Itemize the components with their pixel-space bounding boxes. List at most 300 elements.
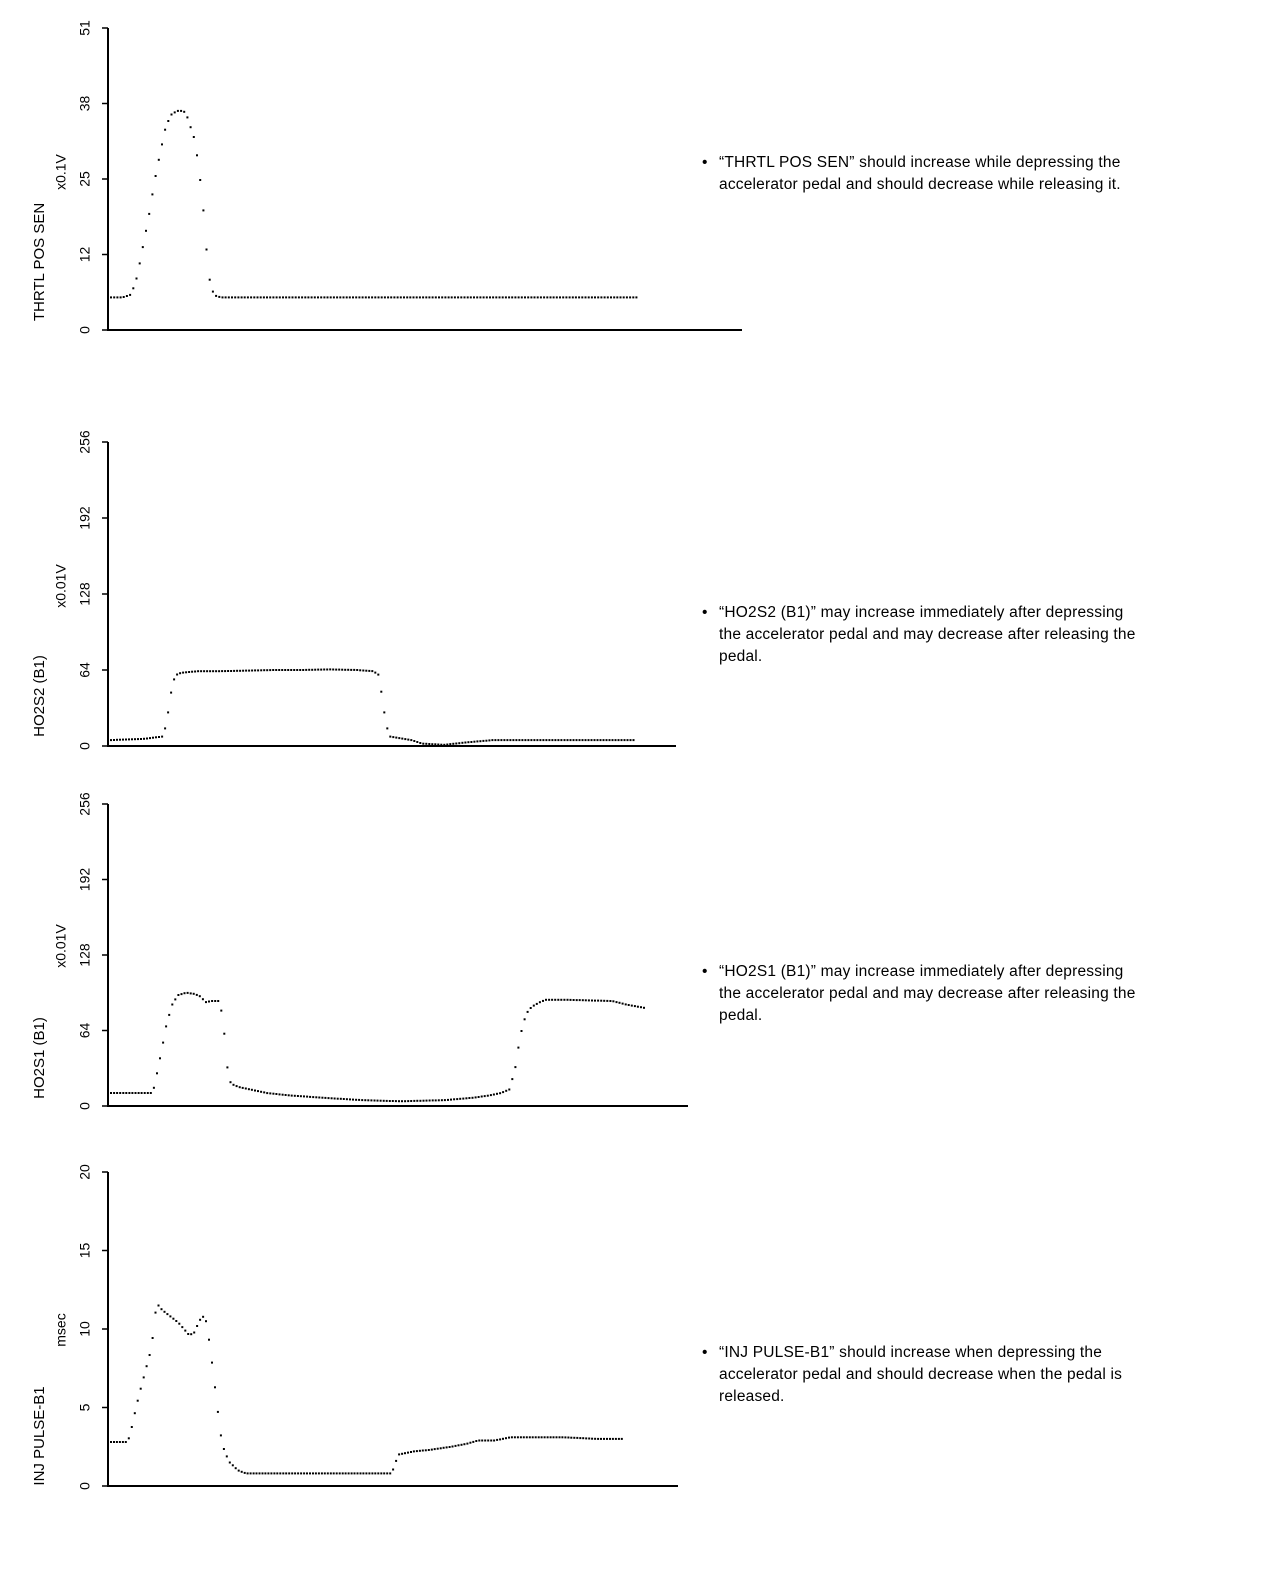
data-point [257,296,259,298]
data-point [171,114,173,116]
data-point [520,1436,522,1438]
y-tick-label: 38 [76,95,93,112]
data-point [585,1437,587,1439]
data-point [539,1001,541,1003]
data-point [165,1025,167,1027]
data-point [285,1094,287,1096]
data-point [167,711,169,713]
data-point [526,1436,528,1438]
data-point [604,296,606,298]
data-point [291,1095,293,1097]
data-point [191,671,193,673]
data-point [523,1436,525,1438]
data-point [276,296,278,298]
data-point [585,296,587,298]
data-point [288,296,290,298]
data-point [582,1437,584,1439]
data-point [217,1411,219,1413]
data-point [272,669,274,671]
data-point [233,1084,235,1086]
data-point [434,743,436,745]
data-point [116,1441,118,1443]
data-point [573,739,575,741]
data-point [294,1472,296,1474]
data-point [419,1100,421,1102]
data-point [180,110,182,112]
data-point [403,296,405,298]
data-point [266,296,268,298]
data-point [233,670,235,672]
data-point [254,1090,256,1092]
data-point [487,1095,489,1097]
data-point [140,738,142,740]
data-point [149,737,151,739]
data-point [116,1092,118,1094]
data-point [468,1097,470,1099]
data-point [122,1441,124,1443]
data-point [231,296,233,298]
data-point [508,296,510,298]
data-point [499,1438,501,1440]
data-point [491,739,493,741]
data-point [573,1437,575,1439]
data-point [444,296,446,298]
data-point [545,999,547,1001]
y-tick-label: 256 [76,792,93,816]
data-point [530,296,532,298]
data-point [364,1099,366,1101]
y-tick-label: 51 [76,20,93,36]
data-point [309,1096,311,1098]
data-point [389,736,391,738]
data-point [521,1030,523,1032]
data-point [148,213,150,215]
data-point [478,1440,480,1442]
data-point [257,669,259,671]
data-point [456,1098,458,1100]
data-point [607,296,609,298]
data-point [288,1472,290,1474]
data-point [300,1095,302,1097]
data-point [295,296,297,298]
data-point [270,1472,272,1474]
data-point [609,739,611,741]
data-point [294,1095,296,1097]
data-point [425,1449,427,1451]
data-point [367,1099,369,1101]
data-point [158,159,160,161]
data-point [361,1099,363,1101]
data-point [413,1450,415,1452]
data-point [576,1437,578,1439]
data-point [489,296,491,298]
data-point [643,1007,645,1009]
data-point [291,1472,293,1474]
data-point [205,1320,207,1322]
data-point [591,1000,593,1002]
data-point [534,296,536,298]
data-point [606,1438,608,1440]
data-point [365,296,367,298]
data-point [564,1436,566,1438]
data-point [272,1093,274,1095]
bullet-icon: • [702,963,708,980]
data-point [559,1436,561,1438]
data-point [327,296,329,298]
data-point [514,1436,516,1438]
data-point [290,669,292,671]
data-point [138,1092,140,1094]
data-point [380,1100,382,1102]
data-point [338,669,340,671]
data-point [387,296,389,298]
data-point [591,296,593,298]
data-point [344,669,346,671]
data-point [264,1472,266,1474]
data-point [563,999,565,1001]
y-tick-label: 12 [76,246,93,263]
data-point [314,669,316,671]
data-point [279,1093,281,1095]
data-point [410,1451,412,1453]
data-point [214,1000,216,1002]
data-point [377,1472,379,1474]
data-point [125,739,127,741]
data-point [137,738,139,740]
y-axis-label: THRTL POS SEN [30,202,48,322]
data-point [493,1094,495,1096]
data-point [293,669,295,671]
data-point [168,1014,170,1016]
data-point [502,1438,504,1440]
y-tick-label: 5 [76,1403,93,1412]
data-point [260,1091,262,1093]
data-point [218,296,220,298]
data-point [333,296,335,298]
data-point [300,1472,302,1474]
data-point [515,739,517,741]
data-point [155,1312,157,1314]
data-point [200,670,202,672]
data-point [272,296,274,298]
data-point [331,1097,333,1099]
data-point [146,738,148,740]
data-point [155,175,157,177]
data-point [479,296,481,298]
data-point [380,691,382,693]
data-point [173,678,175,680]
data-point [538,1436,540,1438]
data-point [129,294,131,296]
data-point [339,1472,341,1474]
data-point [432,1099,434,1101]
data-point [309,1472,311,1474]
data-point [616,296,618,298]
data-point [443,744,445,746]
data-point [330,296,332,298]
data-point [521,739,523,741]
data-point [512,739,514,741]
data-point [263,669,265,671]
data-point [299,669,301,671]
data-point [356,669,358,671]
data-point [392,1100,394,1102]
data-point [174,111,176,113]
data-point [398,1100,400,1102]
data-point [490,1094,492,1096]
data-point [128,738,130,740]
data-point [600,739,602,741]
data-point [548,739,550,741]
data-point [499,296,501,298]
data-point [164,727,166,729]
data-point [503,739,505,741]
data-point [579,1437,581,1439]
data-point [193,136,195,138]
data-point [113,739,115,741]
data-point [125,1092,127,1094]
data-point [544,1436,546,1438]
data-point [317,296,319,298]
data-point [613,296,615,298]
data-point [469,1442,471,1444]
data-point [537,296,539,298]
data-point [273,1472,275,1474]
data-point [209,279,211,281]
data-point [431,743,433,745]
data-point [136,278,138,280]
data-point [123,296,125,298]
data-point [570,999,572,1001]
y-axis-label: HO2S2 (B1) [30,655,48,737]
data-point [134,1412,136,1414]
data-point [440,1447,442,1449]
data-point [223,1033,225,1035]
data-point [186,116,188,118]
data-point [511,1078,513,1080]
data-point [496,1093,498,1095]
data-point [253,296,255,298]
data-point [234,296,236,298]
data-point [478,1096,480,1098]
data-point [266,1092,268,1094]
data-point [217,1000,219,1002]
data-point [260,669,262,671]
data-point [502,296,504,298]
data-point [467,741,469,743]
data-point [448,296,450,298]
data-point [318,1097,320,1099]
data-point [493,1440,495,1442]
data-point [287,669,289,671]
data-point [156,1072,158,1074]
data-point [329,668,331,670]
data-point [434,1448,436,1450]
data-point [110,296,112,298]
data-point [166,1313,168,1315]
data-point [143,1376,145,1378]
data-point [565,296,567,298]
data-point [466,1443,468,1445]
data-point [459,1098,461,1100]
data-point [312,1472,314,1474]
data-point [386,727,388,729]
data-point [548,999,550,1001]
data-point [119,739,121,741]
data-point [620,296,622,298]
data-point [206,670,208,672]
data-point [214,1386,216,1388]
data-point [546,296,548,298]
data-point [575,296,577,298]
data-point [177,994,179,996]
data-point [606,1000,608,1002]
data-point [194,671,196,673]
data-point [260,296,262,298]
data-point [551,739,553,741]
data-point [196,994,198,996]
data-point [250,1472,252,1474]
data-point [619,1002,621,1004]
data-point [199,179,201,181]
data-point [164,1311,166,1313]
y-tick-label: 192 [76,867,93,892]
data-point [529,1436,531,1438]
data-point [203,670,205,672]
data-point [172,1318,174,1320]
data-point [533,739,535,741]
data-point [588,1438,590,1440]
data-point [236,1085,238,1087]
y-tick-label: 15 [76,1242,93,1259]
data-point [461,742,463,744]
data-point [275,669,277,671]
data-point [570,1437,572,1439]
data-point [393,296,395,298]
data-point [438,296,440,298]
data-point [226,1066,228,1068]
data-point [609,1000,611,1002]
description-text: “HO2S1 (B1)” may increase immediately after depressing the accelerator pedal and may decrease after releasing the pedal. [719,963,1136,1024]
data-point [597,1438,599,1440]
data-point [199,995,201,997]
data-point [365,1472,367,1474]
data-point [570,739,572,741]
y-tick-label: 10 [76,1321,93,1337]
data-point [162,1042,164,1044]
data-point [256,1472,258,1474]
data-point [269,1092,271,1094]
data-point [220,1434,222,1436]
data-point [196,154,198,156]
y-tick-label: 25 [76,171,93,187]
data-point [358,1099,360,1101]
data-point [139,262,141,264]
data-point [324,1097,326,1099]
data-point [110,1441,112,1443]
data-point [581,296,583,298]
data-point [494,739,496,741]
data-point [419,296,421,298]
data-point [579,739,581,741]
data-point [147,1092,149,1094]
data-point [476,296,478,298]
data-point [357,1472,359,1474]
description-text: “INJ PULSE-B1” should increase when depressing the accelerator pedal and should decrease when the pedal is released. [719,1344,1123,1405]
data-point [279,1472,281,1474]
data-point [178,1323,180,1325]
data-point [314,296,316,298]
data-point [390,296,392,298]
data-point [476,740,478,742]
data-point [353,669,355,671]
data-point [358,296,360,298]
data-point [446,1446,448,1448]
data-point [517,1047,519,1049]
data-point [352,296,354,298]
data-point [618,739,620,741]
data-point [362,670,364,672]
data-point [302,669,304,671]
data-point [119,1092,121,1094]
data-point [153,1087,155,1089]
data-point [161,143,163,145]
data-point [511,296,513,298]
data-point [346,1098,348,1100]
data-point [206,249,208,251]
data-point [539,739,541,741]
data-point [254,669,256,671]
data-point [143,738,145,740]
data-point [202,209,204,211]
data-point [292,296,294,298]
data-point [479,740,481,742]
data-point [275,1093,277,1095]
data-point [633,739,635,741]
data-point [350,669,352,671]
data-point [282,1094,284,1096]
data-point [560,999,562,1001]
data-point [461,1444,463,1446]
data-point [368,670,370,672]
y-axis-label: HO2S1 (B1) [30,1017,48,1099]
data-point [141,1092,143,1094]
data-point [113,1441,115,1443]
data-point [381,296,383,298]
data-point [401,738,403,740]
data-point [251,670,253,672]
y-tick-label: 0 [76,1102,93,1110]
data-point [618,1438,620,1440]
y-tick-label: 256 [76,430,93,454]
data-point [131,1426,133,1428]
data-point [452,1446,454,1448]
data-point [371,1472,373,1474]
data-point [116,739,118,741]
data-point [428,1449,430,1451]
data-point [452,743,454,745]
data-point [227,670,229,672]
data-point [443,1447,445,1449]
data-point [239,670,241,672]
data-point [320,669,322,671]
data-point [187,1333,189,1335]
data-point [110,1092,112,1094]
data-point [239,1086,241,1088]
data-point [312,1096,314,1098]
data-point [237,296,239,298]
data-point [454,296,456,298]
